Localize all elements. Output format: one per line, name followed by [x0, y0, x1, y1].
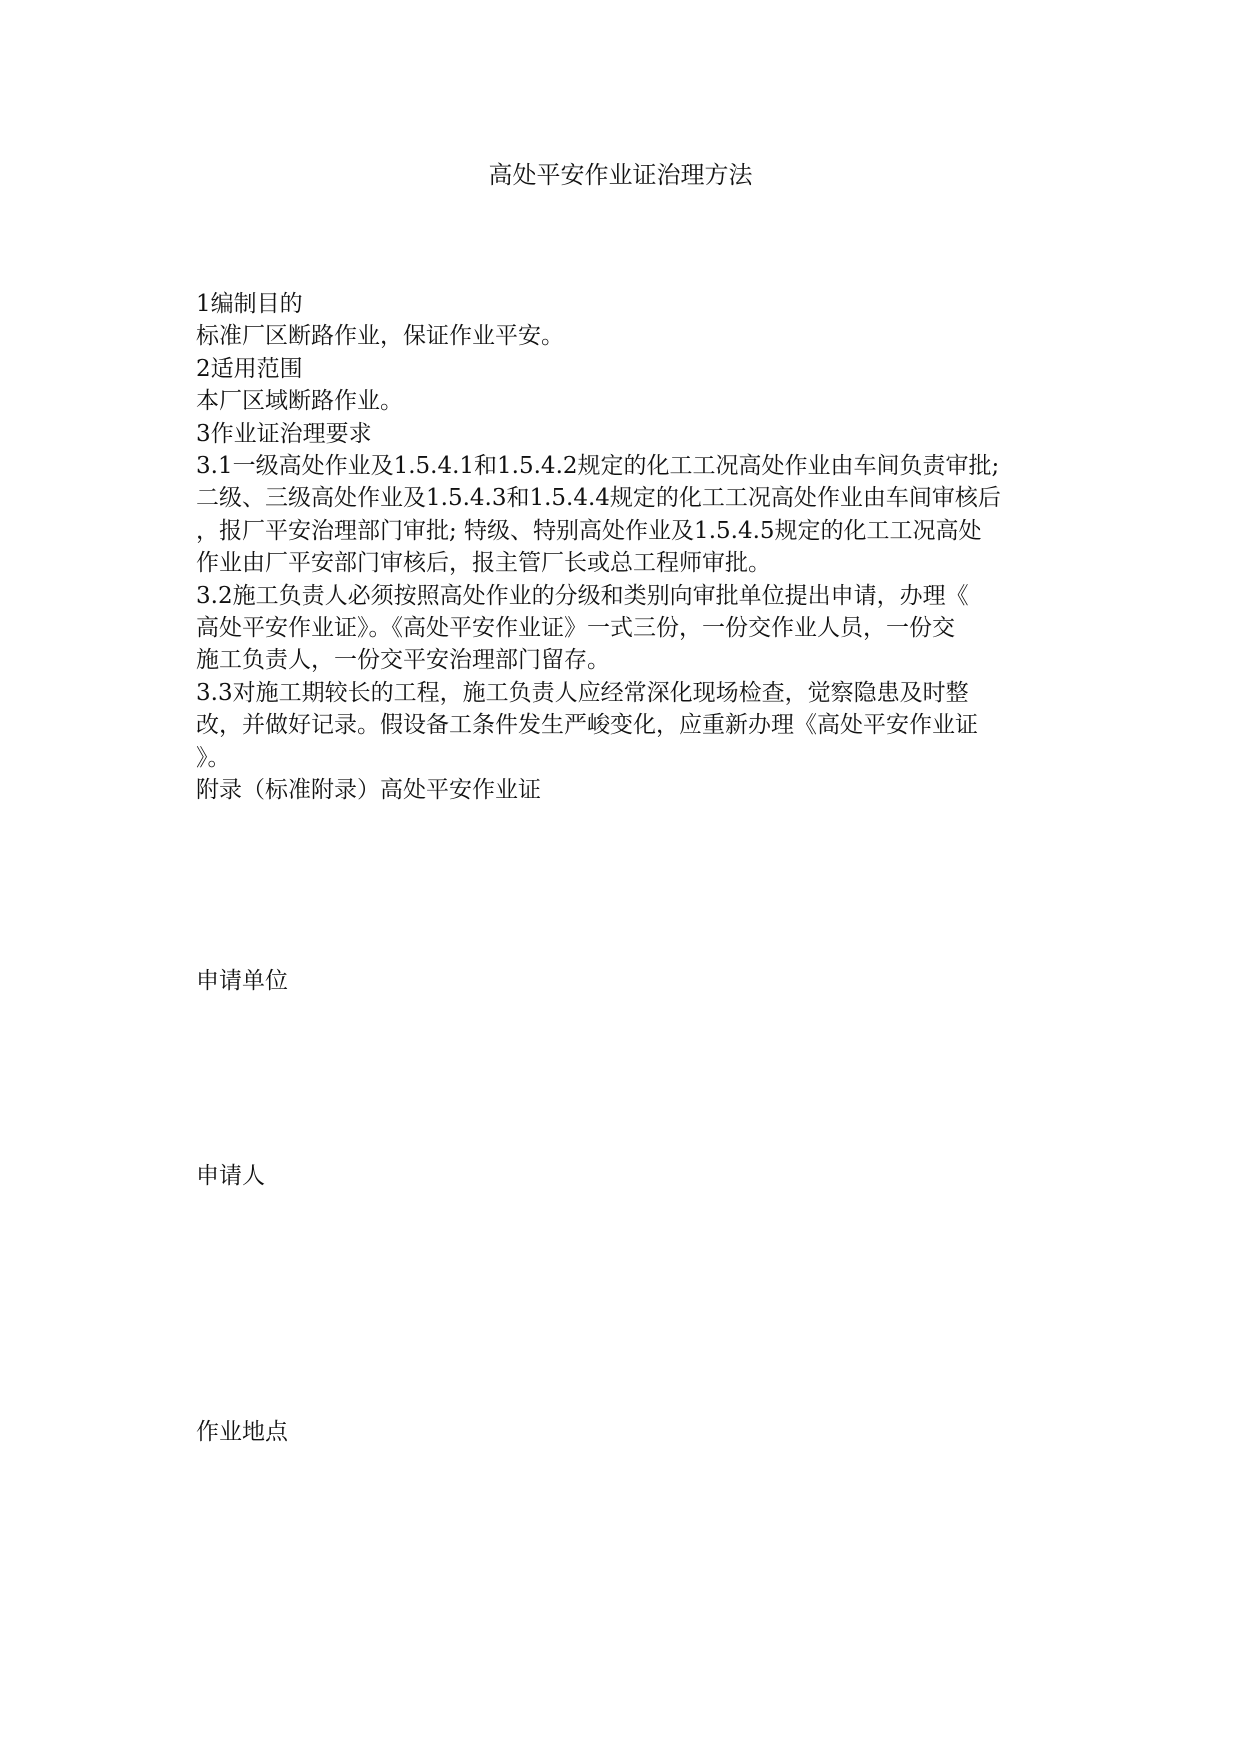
body-line: 二级、三级高处作业及1.5.4.3和1.5.4.4规定的化工工况高处作业由车间审核后: [196, 485, 1001, 512]
section-heading-2: 2适用范围: [196, 355, 303, 382]
work-location-label: 作业地点: [196, 1419, 288, 1445]
body-line: 施工负责人，一份交平安治理部门留存。: [196, 647, 610, 674]
body-line: 3.2施工负责人必须按照高处作业的分级和类别向审批单位提出申请，办理《: [196, 582, 969, 609]
body-line: 高处平安作业证》。《高处平安作业证》一式三份，一份交作业人员，一份交: [196, 615, 955, 642]
body-line: 作业由厂平安部门审核后，报主管厂长或总工程师审批。: [196, 550, 771, 577]
body-line: 3.1一级高处作业及1.5.4.1和1.5.4.2规定的化工工况高处作业由车间负责审批;: [196, 453, 1000, 480]
body-line: 本厂区域断路作业。: [196, 388, 403, 415]
section-heading-3: 3作业证治理要求: [196, 420, 372, 447]
document-title: 高处平安作业证治理方法: [488, 161, 753, 189]
document-body: [196, 288, 1056, 807]
body-line: 》。: [196, 744, 231, 771]
appendix-heading: 附录（标准附录）高处平安作业证: [196, 777, 541, 804]
body-line: ，报厂平安治理部门审批; 特级、特别高处作业及1.5.4.5规定的化工工况高处: [196, 517, 982, 544]
section-heading-1: 1编制目的: [196, 291, 303, 317]
body-line: 3.3对施工期较长的工程，施工负责人应经常深化现场检查，觉察隐患及时整: [196, 679, 969, 706]
applicant-label: 申请人: [196, 1163, 265, 1189]
applicant-unit-label: 申请单位: [196, 968, 288, 994]
body-line: 改，并做好记录。假设备工条件发生严峻变化，应重新办理《高处平安作业证: [196, 712, 978, 739]
body-line: 标准厂区断路作业，保证作业平安。: [196, 323, 564, 350]
